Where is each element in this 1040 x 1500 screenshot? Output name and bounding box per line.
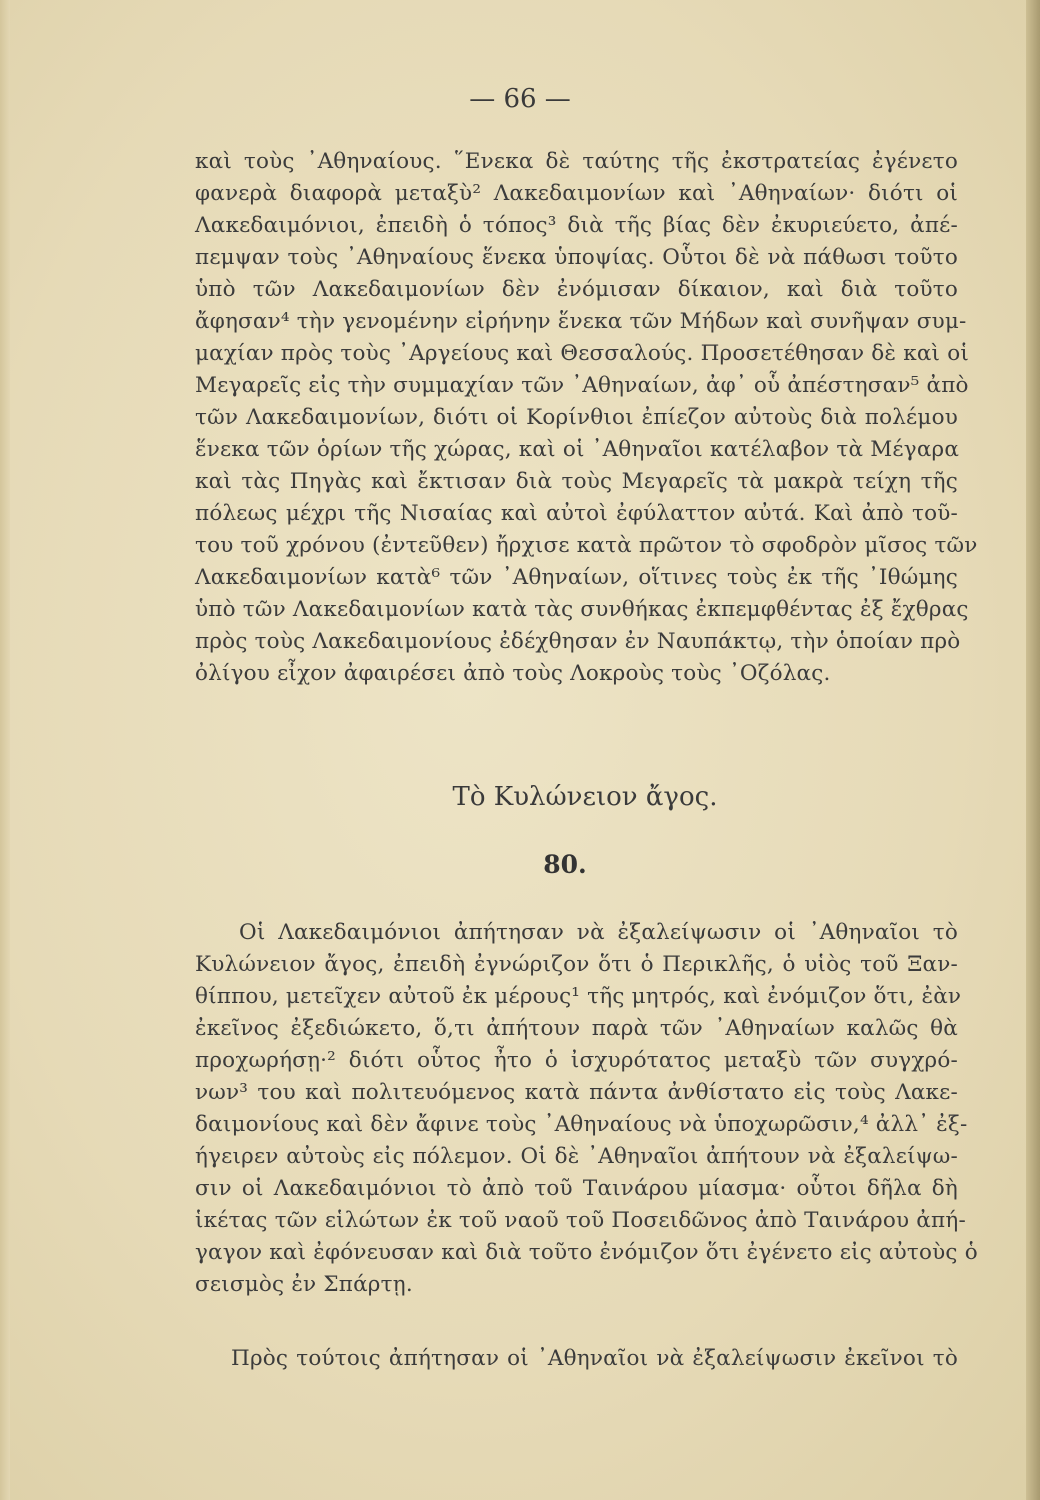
text-line: ἄφησαν⁴ τὴν γενομένην εἰρήνην ἕνεκα τῶν Μήδων καὶ συνῆψαν συμ- [195, 309, 967, 334]
text-line: ἕνεκα τῶν ὁρίων τῆς χώρας, καὶ οἱ ᾿Αθηναῖοι κατέλαβον τὰ Μέγαρα [195, 437, 960, 462]
text-line: Μεγαρεῖς εἰς τὴν συμμαχίαν τῶν ᾿Αθηναίων, ἀφ᾿ οὗ ἀπέστησαν⁵ ἀπὸ [195, 373, 969, 398]
text-line: πρὸς τοὺς Λακεδαιμονίους ἐδέχθησαν ἐν Ναυπάκτῳ, τὴν ὁποίαν πρὸ [195, 629, 961, 654]
text-line: Οἱ Λακεδαιμόνιοι ἀπήτησαν νὰ ἐξαλείψωσιν οἱ ᾿Αθηναῖοι τὸ [239, 920, 958, 945]
text-line: καὶ τοὺς ᾿Αθηναίους. ῞Ενεκα δὲ ταύτης τῆς ἐκστρατείας ἐγένετο [195, 149, 958, 174]
text-line: πόλεως μέχρι τῆς Νισαίας καὶ αὐτοὶ ἐφύλαττον αὐτά. Καὶ ἀπὸ τοῦ- [195, 501, 958, 526]
text-line: γαγον καὶ ἐφόνευσαν καὶ διὰ τοῦτο ἐνόμιζον ὅτι ἐγένετο εἰς αὐτοὺς ὁ [195, 1240, 978, 1265]
paragraph-continued [195, 146, 978, 690]
paragraph-next [195, 1343, 958, 1375]
text-line: Πρὸς τούτοις ἀπήτησαν οἱ ᾿Αθηναῖοι νὰ ἐξαλείψωσιν ἐκεῖνοι τὸ [231, 1346, 958, 1371]
text-line: θίππου, μετεῖχεν αὐτοῦ ἐκ μέρους¹ τῆς μητρός, καὶ ἐνόμιζον ὅτι, ἐὰν [195, 984, 962, 1009]
paragraph-section-80 [195, 917, 978, 1301]
text-line: προχωρήσῃ·² διότι οὗτος ἦτο ὁ ἰσχυρότατος μεταξὺ τῶν συγχρό- [195, 1048, 958, 1073]
text-line: νων³ του καὶ πολιτευόμενος κατὰ πάντα ἀνθίστατο εἰς τοὺς Λακε- [195, 1080, 958, 1105]
text-line: σιν οἱ Λακεδαιμόνιοι τὸ ἀπὸ τοῦ Ταινάρου μίασμα· οὗτοι δῆλα δὴ [195, 1176, 958, 1201]
section-heading: Τὸ Κυλώνειον ἄγος. [452, 782, 718, 812]
text-line: πεμψαν τοὺς ᾿Αθηναίους ἕνεκα ὑποψίας. Οὗτοι δὲ νὰ πάθωσι τοῦτο [195, 245, 958, 270]
text-line: του τοῦ χρόνου (ἐντεῦθεν) ἤρχισε κατὰ πρῶτον τὸ σφοδρὸν μῖσος τῶν [195, 533, 978, 558]
section-number: 80. [543, 850, 587, 879]
text-line: Λακεδαιμονίων κατὰ⁶ τῶν ᾿Αθηναίων, οἵτινες τοὺς ἐκ τῆς ᾿Ιθώμης [195, 565, 958, 590]
text-line: δαιμονίους καὶ δὲν ἄφινε τοὺς ᾿Αθηναίους νὰ ὑποχωρῶσιν,⁴ ἀλλ᾿ ἐξ- [195, 1112, 968, 1137]
text-line: τῶν Λακεδαιμονίων, διότι οἱ Κορίνθιοι ἐπίεζον αὐτοὺς διὰ πολέμου [195, 405, 958, 430]
text-line: ήγειρεν αὐτοὺς εἰς πόλεμον. Οἱ δὲ ᾿Αθηναῖοι ἀπήτουν νὰ ἐξαλείψω- [195, 1144, 958, 1169]
text-line: μαχίαν πρὸς τοὺς ᾿Αργείους καὶ Θεσσαλούς. Προσετέθησαν δὲ καὶ οἱ [195, 341, 969, 366]
text-line: ἐκεῖνος ἐξεδιώκετο, ὅ,τι ἀπήτουν παρὰ τῶν ᾿Αθηναίων καλῶς θὰ [195, 1016, 958, 1041]
page-right-edge-shadow [1026, 0, 1040, 1500]
text-line: Κυλώνειον ἄγος, ἐπειδὴ ἐγνώριζον ὅτι ὁ Περικλῆς, ὁ υἱὸς τοῦ Ξαν- [195, 952, 958, 977]
text-line: καὶ τὰς Πηγὰς καὶ ἔκτισαν διὰ τοὺς Μεγαρεῖς τὰ μακρὰ τείχη τῆς [195, 469, 958, 494]
text-line: ὑπὸ τῶν Λακεδαιμονίων δὲν ἐνόμισαν δίκαιον, καὶ διὰ τοῦτο [195, 277, 958, 302]
text-line: σεισμὸς ἐν Σπάρτῃ. [195, 1272, 413, 1297]
text-line: φανερὰ διαφορὰ μεταξὺ² Λακεδαιμονίων καὶ ᾿Αθηναίων· διότι οἱ [195, 181, 958, 206]
text-line: ὀλίγου εἶχον ἀφαιρέσει ἀπὸ τοὺς Λοκροὺς τοὺς ᾿Οζόλας. [195, 661, 831, 686]
text-line: Λακεδαιμόνιοι, ἐπειδὴ ὁ τόπος³ διὰ τῆς βίας δὲν ἐκυριεύετο, ἀπέ- [195, 213, 958, 238]
page-number: — 66 — [469, 84, 571, 114]
text-line: ἱκέτας τῶν εἱλώτων ἐκ τοῦ ναοῦ τοῦ Ποσειδῶνος ἀπὸ Ταινάρου ἀπή- [195, 1208, 966, 1233]
text-line: ὑπὸ τῶν Λακεδαιμονίων κατὰ τὰς συνθήκας ἐκπεμφθέντας ἐξ ἔχθρας [195, 597, 969, 622]
page-left-edge [0, 0, 10, 1500]
